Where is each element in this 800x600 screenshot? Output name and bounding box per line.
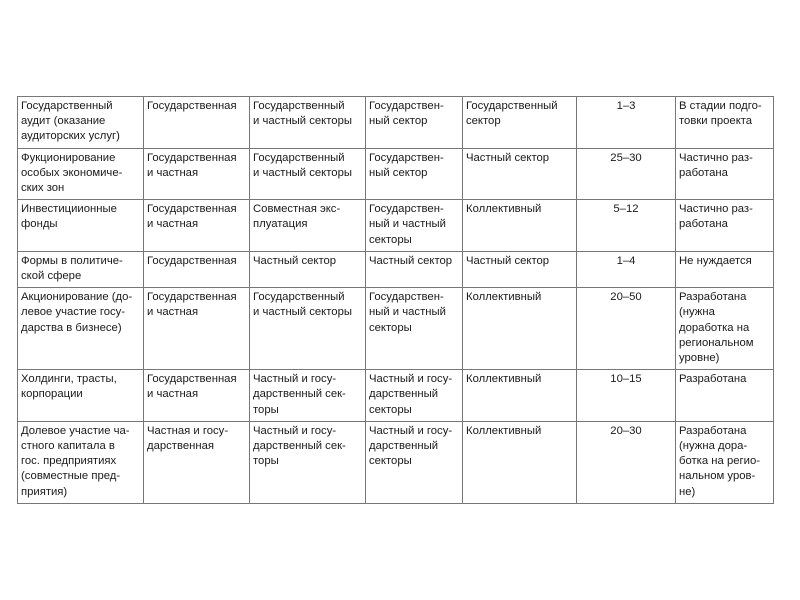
- ownership-cell: Государственная: [144, 97, 250, 149]
- sector-cell: Государствен- ный сектор: [366, 97, 463, 149]
- status-cell: Разработана (нужна доработка на региональном уровне): [676, 288, 774, 370]
- form-cell: Холдинги, трасты, корпорации: [18, 370, 144, 422]
- responsibility-cell: Коллективный: [463, 288, 577, 370]
- form-cell: Фукционирование особых экономиче- ских зон: [18, 148, 144, 200]
- responsibility-cell: Коллективный: [463, 421, 577, 503]
- sector-cell: Государствен- ный сектор: [366, 148, 463, 200]
- responsibility-cell: Частный сектор: [463, 148, 577, 200]
- management-cell: Государственный и частный секторы: [250, 148, 366, 200]
- status-cell: Частично раз- работана: [676, 148, 774, 200]
- period-cell: 5–12: [577, 200, 676, 252]
- table-body: [18, 97, 774, 504]
- table-row: [18, 200, 774, 252]
- responsibility-cell: Коллективный: [463, 200, 577, 252]
- management-cell: Частный и госу- дарственный сек- торы: [250, 370, 366, 422]
- table-row: [18, 97, 774, 149]
- management-cell: Совместная экс- плуатация: [250, 200, 366, 252]
- management-cell: Частный сектор: [250, 251, 366, 287]
- period-cell: 25–30: [577, 148, 676, 200]
- responsibility-cell: Частный сектор: [463, 251, 577, 287]
- period-cell: 20–30: [577, 421, 676, 503]
- table-row: [18, 370, 774, 422]
- sector-cell: Государствен- ный и частный секторы: [366, 288, 463, 370]
- table-row: [18, 251, 774, 287]
- status-cell: Разработана: [676, 370, 774, 422]
- status-cell: Разработана (нужна дора- ботка на регио- нальном уров- не): [676, 421, 774, 503]
- ownership-cell: Государственная: [144, 251, 250, 287]
- ownership-cell: Частная и госу- дарственная: [144, 421, 250, 503]
- period-cell: 10–15: [577, 370, 676, 422]
- form-cell: Государственный аудит (оказание аудиторских услуг): [18, 97, 144, 149]
- ownership-cell: Государственная и частная: [144, 200, 250, 252]
- table-row: [18, 421, 774, 503]
- responsibility-cell: Коллективный: [463, 370, 577, 422]
- management-cell: Государственный и частный секторы: [250, 97, 366, 149]
- period-cell: 1–4: [577, 251, 676, 287]
- status-cell: В стадии подго- товки проекта: [676, 97, 774, 149]
- sector-cell: Частный и госу- дарственный секторы: [366, 421, 463, 503]
- form-cell: Формы в политиче- ской сфере: [18, 251, 144, 287]
- sector-cell: Частный сектор: [366, 251, 463, 287]
- ownership-cell: Государственная и частная: [144, 288, 250, 370]
- data-table: [17, 96, 774, 504]
- management-cell: Частный и госу- дарственный сек- торы: [250, 421, 366, 503]
- management-cell: Государственный и частный секторы: [250, 288, 366, 370]
- ownership-cell: Государственная и частная: [144, 148, 250, 200]
- status-cell: Не нуждается: [676, 251, 774, 287]
- form-cell: Акционирование (до- левое участие госу- дарства в бизнесе): [18, 288, 144, 370]
- sector-cell: Частный и госу- дарственный секторы: [366, 370, 463, 422]
- table-row: [18, 288, 774, 370]
- period-cell: 20–50: [577, 288, 676, 370]
- form-cell: Инвестициионные фонды: [18, 200, 144, 252]
- responsibility-cell: Государственный сектор: [463, 97, 577, 149]
- sector-cell: Государствен- ный и частный секторы: [366, 200, 463, 252]
- form-cell: Долевое участие ча- стного капитала в гос. предприятиях (совместные пред- приятия): [18, 421, 144, 503]
- status-cell: Частично раз- работана: [676, 200, 774, 252]
- table-row: [18, 148, 774, 200]
- ownership-cell: Государственная и частная: [144, 370, 250, 422]
- period-cell: 1–3: [577, 97, 676, 149]
